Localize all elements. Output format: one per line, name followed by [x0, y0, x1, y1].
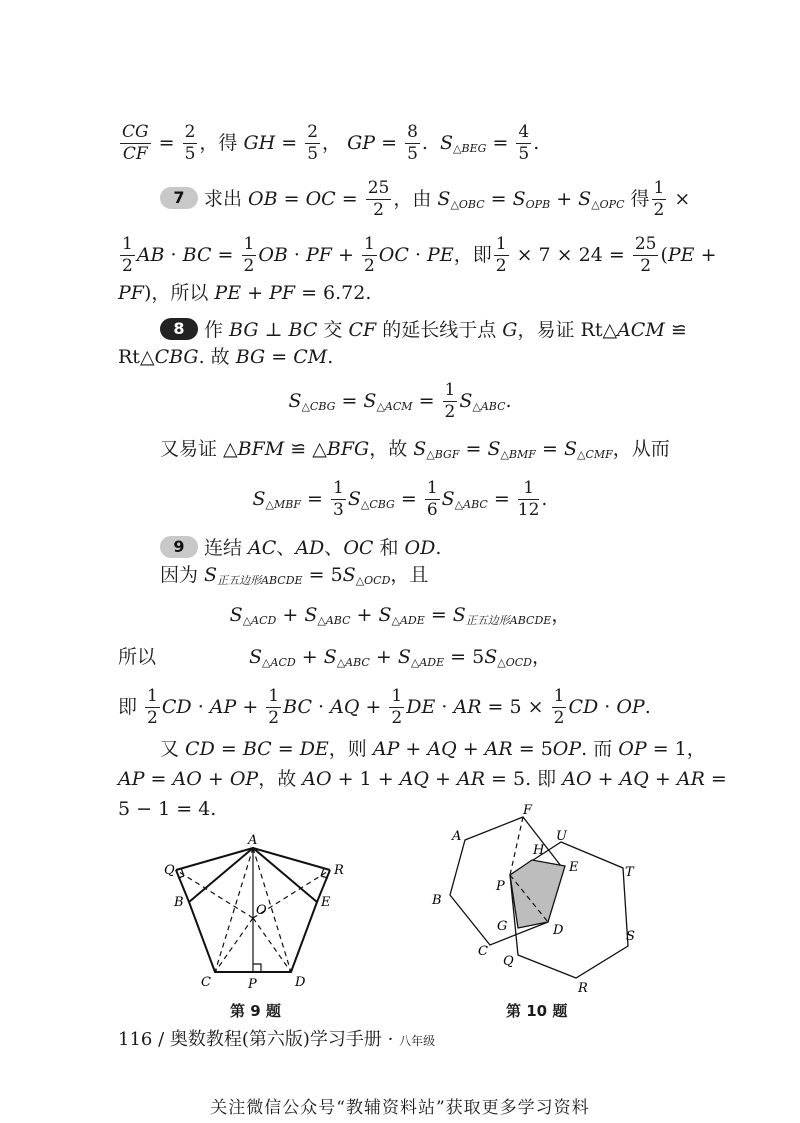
- label-h: H: [533, 843, 545, 858]
- p9-eq1: $S_{\triangle ACD} + S_{\triangle ABC} + S_{\triangle ADE} = S_{正五边形ABCDE}$，: [229, 604, 571, 627]
- label-q: Q: [164, 863, 175, 878]
- label-e: E: [569, 860, 579, 875]
- problem-7-badge: 7: [160, 187, 198, 209]
- figure-9-pentagon: [158, 830, 388, 990]
- label-p: P: [248, 977, 257, 990]
- caption-fig10: 第 10 题: [506, 1002, 568, 1020]
- label-a: A: [452, 829, 462, 844]
- label-c: C: [478, 944, 488, 959]
- label-r: R: [578, 981, 588, 996]
- book-title: 奥数教程(第六版)学习手册 ·: [169, 1029, 394, 1050]
- label-t: T: [625, 865, 634, 880]
- p8-line2: Rt△CBG. 故 BG = CM.: [118, 346, 334, 368]
- p7-line1: 7 求出 OB = OC = $\frac{25}{2}$ ，由 $S_{\triangle OBC} = S_{OPB} + S_{\triangle OPC}$ 得 $\frac{1}{2}$ ×: [160, 180, 690, 220]
- page-footer: [118, 1025, 435, 1051]
- label-u: U: [556, 829, 567, 844]
- label-e: E: [321, 895, 331, 910]
- watermark-text: 关注微信公众号“教辅资料站”获取更多学习资料: [210, 1098, 590, 1118]
- label-s: S: [626, 929, 635, 944]
- p8-line3: 又易证 △BFM ≌ △BFG，故 $S_{\triangle BGF} = S_{\triangle BMF} = S_{\triangle CMF}$，从而: [160, 438, 670, 461]
- label-b: B: [174, 895, 184, 910]
- p9-line5: 5 − 1 = 4.: [118, 798, 217, 820]
- p8-line1: 8 作 BG ⊥ BC 交 CF 的延长线于点 G，易证 Rt△ACM ≌: [160, 318, 687, 340]
- label-p: P: [496, 879, 505, 894]
- label-r: R: [334, 863, 344, 878]
- p6-line: $\frac{CG}{CF}$ = $\frac{2}{5}$ ，得 GH = $\frac{2}{5}$ ， GP = $\frac{8}{5}$ . $S_{\triangle BEG}$ = $\frac{4}{5}$ .: [122, 122, 540, 164]
- p9-line2: 因为 $S_{正五边形ABCDE} = 5S_{\triangle OCD}$，且: [160, 564, 429, 587]
- label-q: Q: [503, 954, 514, 969]
- shaded-pentagon: [510, 860, 565, 928]
- p7-line3: PF)，所以 PE + PF = 6.72.: [118, 282, 372, 304]
- label-a: A: [248, 833, 258, 848]
- p8-eq1: $S_{\triangle CBG} = S_{\triangle ACM}$ = $\frac{1}{2}$ $S_{\triangle ABC}$.: [288, 380, 512, 422]
- caption-fig9: 第 9 题: [230, 1002, 281, 1020]
- p7-line2: $\frac{1}{2}$ AB · BC = $\frac{1}{2}$ OB · PF + $\frac{1}{2}$ OC · PE，即 $\frac{1}{2}$ × 7 × 24 = $\frac{25}{2}$ (PE +: [122, 234, 717, 276]
- page-number: 116 /: [118, 1029, 165, 1050]
- grade-label: 八年级: [399, 1034, 436, 1048]
- label-b: B: [432, 893, 442, 908]
- p9-suoyi: 所以: [118, 646, 157, 668]
- label-c: C: [201, 975, 211, 990]
- label-o: O: [256, 903, 267, 918]
- label-f: F: [523, 803, 533, 818]
- p9-line4: AP = AO + OP，故 AO + 1 + AQ + AR = 5. 即 AO + AQ + AR =: [118, 768, 727, 790]
- problem-8-badge: 8: [160, 318, 198, 340]
- p8-eq2: $S_{\triangle MBF}$ = $\frac{1}{3}$ $S_{\triangle CBG}$ = $\frac{1}{6}$ $S_{\triangle ABC}$ = $\frac{1}{12}$ .: [252, 478, 548, 520]
- p9-eq2: $S_{\triangle ACD} + S_{\triangle ABC} + S_{\triangle ADE} = 5S_{\triangle OCD}$，: [249, 646, 551, 669]
- p9-line3: 又 CD = BC = DE，则 AP + AQ + AR = 5OP. 而 OP = 1，: [160, 738, 706, 760]
- label-d: D: [553, 923, 564, 938]
- label-g: G: [497, 919, 508, 934]
- label-d: D: [295, 975, 306, 990]
- figure-10-hexagons: [428, 800, 658, 1000]
- p9-line1: 9 连结 AC、AD、OC 和 OD.: [160, 536, 441, 558]
- p9-line-ji: 即 $\frac{1}{2}$ CD · AP + $\frac{1}{2}$ BC · AQ + $\frac{1}{2}$ DE · AR = 5 × $\frac{1}{2}$ CD · OP.: [118, 686, 651, 728]
- problem-9-badge: 9: [160, 536, 198, 558]
